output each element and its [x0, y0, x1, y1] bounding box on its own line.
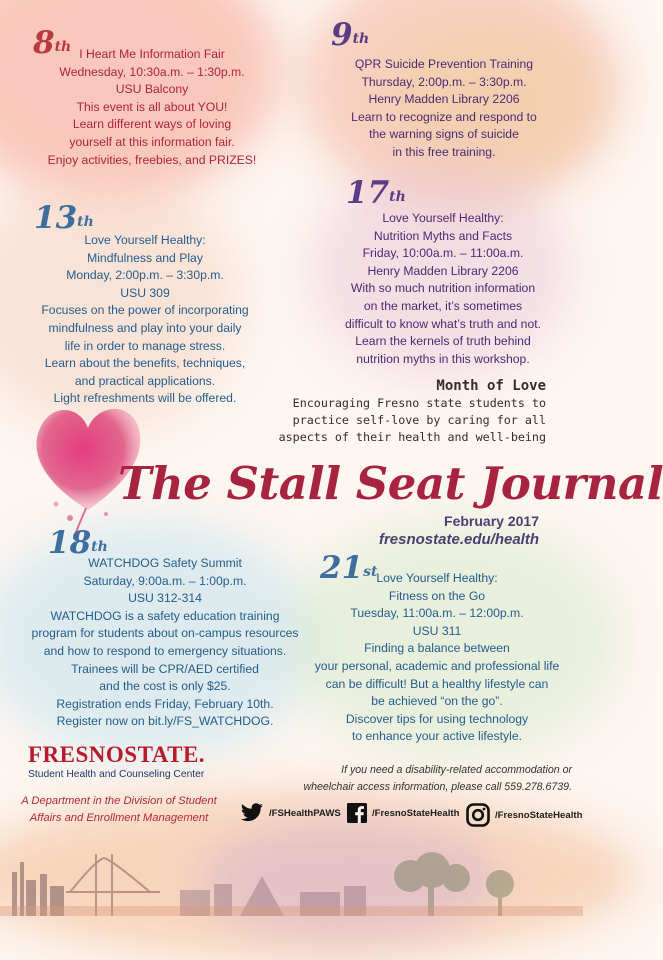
event-day-13: 13th	[34, 200, 94, 236]
event-9-details	[318, 56, 570, 162]
journal-title: The Stall Seat Journal	[118, 457, 663, 510]
event-time: Thursday, 2:00p.m. – 3:30p.m.	[361, 74, 527, 89]
event-17-details	[312, 210, 574, 368]
event-time: Saturday, 9:00a.m. – 1:00p.m.	[83, 573, 247, 588]
event-location: USU Balcony	[115, 82, 189, 97]
month-of-love-line: Encouraging Fresno state students to	[292, 396, 546, 410]
website-link[interactable]: fresnostate.edu/health	[378, 531, 539, 548]
month-of-love-line: aspects of their health and well-being	[278, 430, 546, 444]
city-skyline-illustration	[0, 846, 583, 916]
event-day-21: 21st	[320, 550, 378, 586]
event-description: and the cost is only $25.	[99, 679, 231, 694]
department-line: A Department in the Division of Student	[21, 795, 217, 807]
issue-info	[379, 512, 539, 550]
event-description: the warning signs of suicide	[369, 127, 519, 142]
department-line: Affairs and Enrollment Management	[29, 812, 209, 824]
event-description: to enhance your active lifestyle.	[351, 729, 523, 744]
event-day-18: 18th	[48, 525, 108, 561]
event-description: Learn about the benefits, techniques,	[44, 356, 246, 371]
month-of-love	[262, 377, 546, 446]
event-description: mindfulness and play into your daily	[48, 320, 242, 335]
event-description: can be difficult! But a healthy lifestyle can	[325, 676, 549, 691]
event-description: Trainees will be CPR/AED certified	[71, 661, 259, 676]
event-location: USU 311	[412, 623, 462, 638]
event-description: yourself at this information fair.	[69, 134, 235, 149]
event-description: in this free training.	[392, 144, 496, 159]
event-description: Discover tips for using technology	[345, 711, 529, 726]
event-description: Enjoy activities, freebies, and PRIZES!	[47, 152, 257, 167]
event-description: Light refreshments will be offered.	[53, 391, 237, 406]
event-description: on the market, it’s sometimes	[363, 298, 523, 313]
event-time: Tuesday, 11:00a.m. – 12:00p.m.	[350, 606, 524, 621]
accessibility-line: If you need a disability-related accommodation or	[341, 764, 572, 776]
event-description: Finding a balance between	[364, 641, 510, 656]
event-description: This event is all about YOU!	[76, 99, 228, 114]
twitter-link[interactable]	[240, 803, 341, 823]
event-title: Love Yourself Healthy:	[84, 233, 206, 247]
event-description: Registration ends Friday, February 10th.	[56, 696, 274, 711]
event-location: Henry Madden Library 2206	[368, 92, 520, 107]
event-description: With so much nutrition information	[350, 281, 536, 296]
event-description: life in order to manage stress.	[64, 338, 226, 353]
month-of-love-line: practice self-love by caring for all	[292, 413, 546, 427]
event-description: and practical applications.	[74, 373, 216, 388]
facebook-link[interactable]	[347, 803, 459, 823]
event-time: Friday, 10:00a.m. – 11:00a.m.	[362, 246, 524, 261]
event-description: Learn the kernels of truth behind	[355, 334, 531, 349]
event-description: WATCHDOG is a safety education training	[50, 608, 280, 623]
event-title: QPR Suicide Prevention Training	[354, 57, 534, 71]
event-description: be achieved “on the go”.	[371, 694, 503, 709]
event-title: Nutrition Myths and Facts	[373, 228, 513, 243]
facebook-handle: /FresnoStateHealth	[372, 807, 460, 819]
event-18-details	[20, 555, 310, 731]
event-location: USU 312-314	[128, 591, 202, 606]
event-time: Wednesday, 10:30a.m. – 1:30p.m.	[59, 64, 245, 79]
department-note	[14, 793, 224, 827]
event-title: Fitness on the Go	[388, 588, 486, 603]
event-description: your personal, academic and professional life	[314, 658, 560, 673]
event-title: WATCHDOG Safety Summit	[88, 556, 242, 570]
event-time: Monday, 2:00p.m. – 3:30p.m.	[66, 268, 224, 283]
event-title: I Heart Me Information Fair	[79, 47, 225, 61]
logo-wordmark: FRESNOSTATE.	[28, 742, 206, 767]
event-location: Henry Madden Library 2206	[367, 263, 519, 278]
event-title: Love Yourself Healthy:	[376, 571, 498, 585]
event-description: Focuses on the power of incorporating	[41, 303, 249, 318]
instagram-icon	[466, 803, 490, 827]
logo-subtitle: Student Health and Counseling Center	[28, 769, 205, 780]
event-location: USU 309	[120, 285, 170, 300]
event-day-9: 9th	[331, 17, 370, 53]
event-description: Register now on bit.ly/FS_WATCHDOG.	[56, 714, 274, 729]
event-8-details	[22, 46, 282, 169]
accessibility-line: wheelchair access information, please call 559.278.6739.	[303, 781, 572, 793]
fresno-state-logo	[28, 742, 205, 781]
event-description: Learn to recognize and respond to	[351, 109, 537, 124]
event-title: Mindfulness and Play	[87, 250, 203, 265]
twitter-handle: /FSHealthPAWS	[269, 807, 341, 819]
accessibility-note	[300, 762, 572, 796]
facebook-icon	[347, 803, 367, 823]
event-description: program for students about on-campus resources	[31, 626, 299, 641]
event-day-8: 8th	[33, 25, 72, 61]
instagram-handle: /FresnoStateHealth	[495, 809, 583, 821]
event-description: and how to respond to emergency situations.	[43, 643, 287, 658]
event-description: nutrition myths in this workshop.	[356, 351, 530, 366]
twitter-icon	[240, 803, 264, 823]
issue-date: February 2017	[444, 513, 539, 529]
event-13-details	[14, 232, 276, 408]
event-description: Learn different ways of loving	[72, 117, 232, 132]
event-21-details	[300, 570, 574, 746]
instagram-link[interactable]	[466, 803, 582, 827]
event-title: Love Yourself Healthy:	[382, 211, 504, 225]
event-description: difficult to know what’s truth and not.	[344, 316, 542, 331]
event-day-17: 17th	[346, 175, 406, 211]
month-of-love-title: Month of Love	[436, 378, 546, 394]
